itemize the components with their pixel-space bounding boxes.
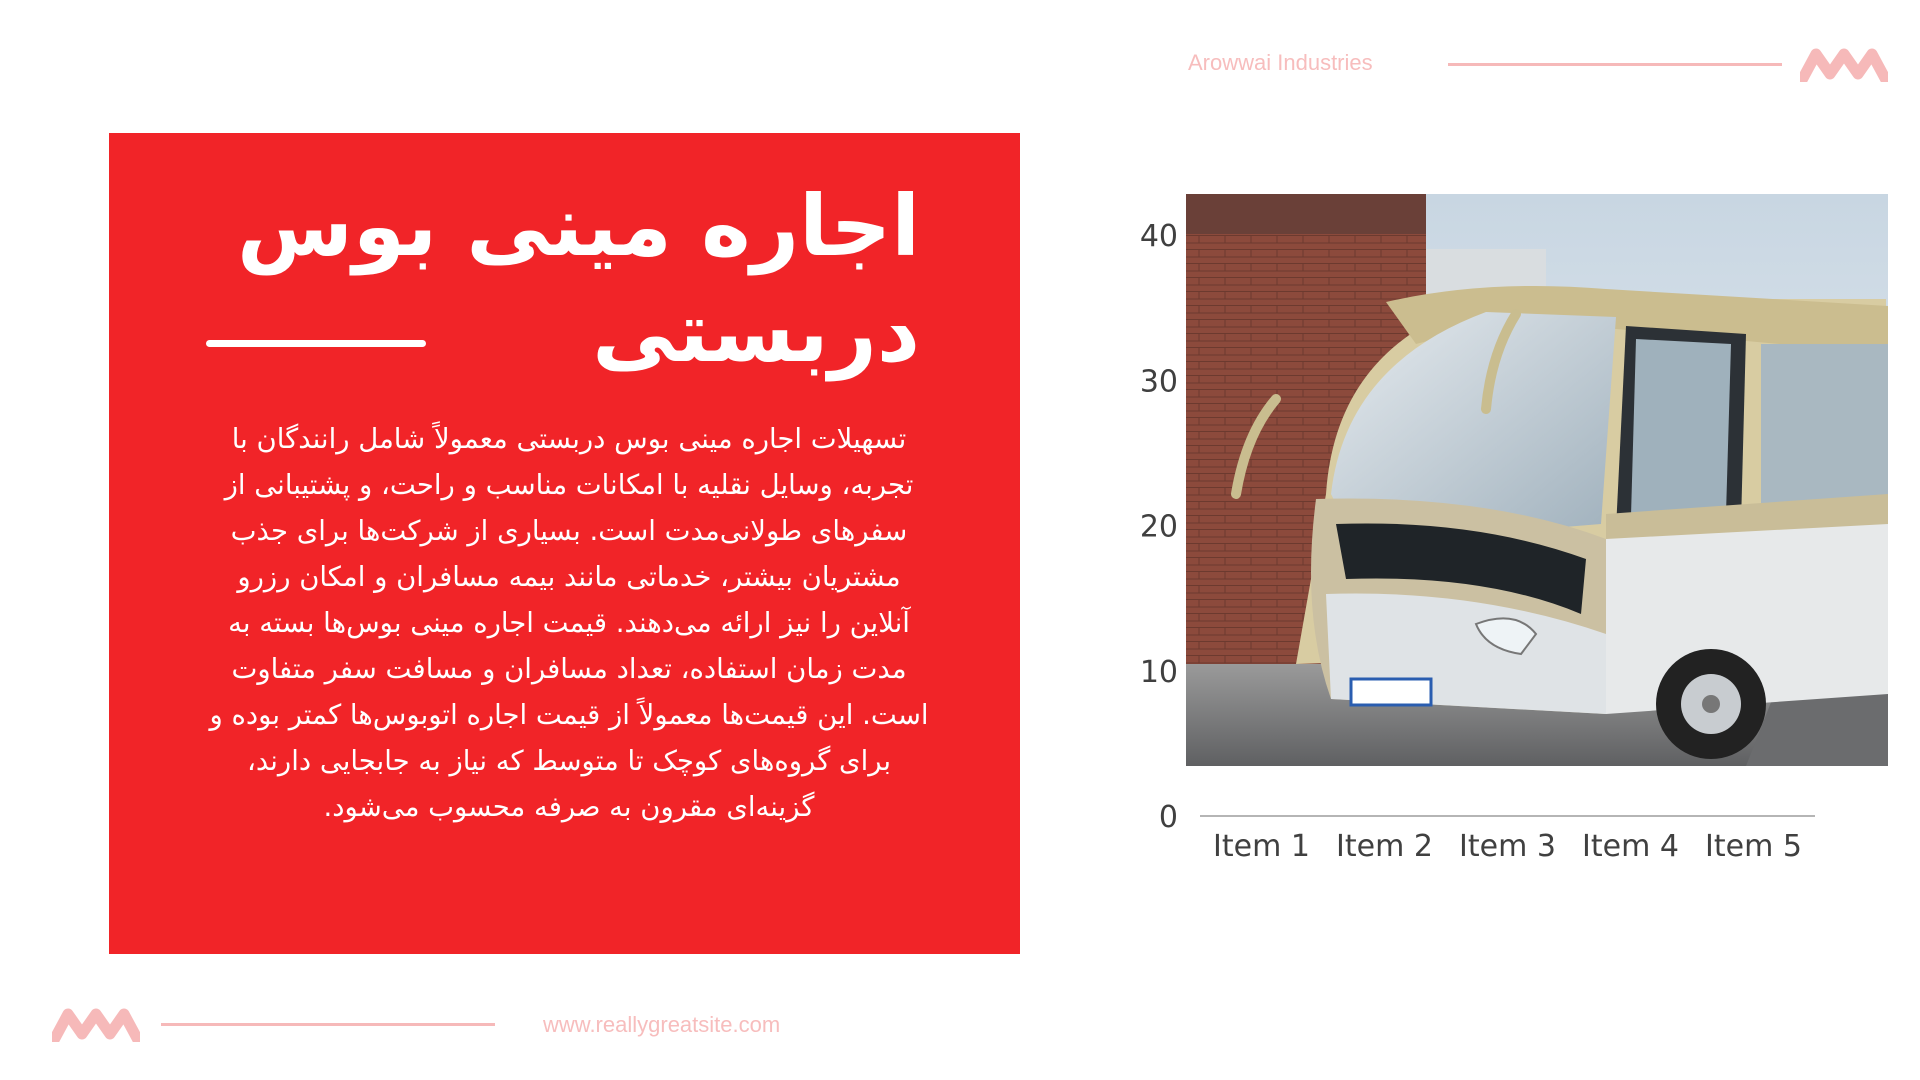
brand-name: Arowwai Industries [1188,50,1373,75]
body-paragraph: تسهیلات اجاره مینی بوس دربستی معمولاً شامل رانندگان با تجربه، وسایل نقلیه با امکانات مناسب و راحت، و پشتیبانی از سفرهای طولانی‌مدت است. بسیاری از شرکت‌ها برای جذب مشتریان بیشتر، خدماتی مانند بیمه مسافران و امکان رزرو آنلاین را نیز ارائه می‌دهند. قیمت اجاره مینی بوس‌ها بسته به مدت زمان استفاده، تعداد مسافران و مسافت سفر متفاوت است. این قیمت‌ها معمولاً از قیمت اجاره اتوبوس‌ها کمتر بوده و برای گروه‌های کوچک تا متوسط که نیاز به جابجایی دارند، گزینه‌ای مقرون به صرفه محسوب می‌شود. [209,423,929,823]
x-tick-label: Item 4 [1582,829,1679,864]
header-divider [1448,63,1782,66]
y-tick-label: 20 [1139,509,1178,545]
x-tick-label: Item 2 [1336,829,1433,864]
x-tick-label: Item 1 [1213,829,1310,864]
y-tick-label: 40 [1139,219,1178,254]
page-title: اجاره مینی بوس دربستی [237,177,920,381]
content-panel [109,133,1020,954]
brand-logo-icon [1800,46,1888,82]
website-url: www.reallygreatsite.com [543,1012,781,1037]
y-tick-label: 10 [1139,654,1178,690]
y-tick-label: 30 [1139,364,1178,400]
x-tick-label: Item 3 [1459,829,1556,864]
title-underline [206,340,426,347]
y-tick-label: 0 [1158,800,1178,835]
footer-divider [161,1023,495,1026]
bus-photo [1186,194,1888,766]
brand-logo-icon [52,1006,140,1042]
x-tick-label: Item 5 [1705,829,1802,864]
